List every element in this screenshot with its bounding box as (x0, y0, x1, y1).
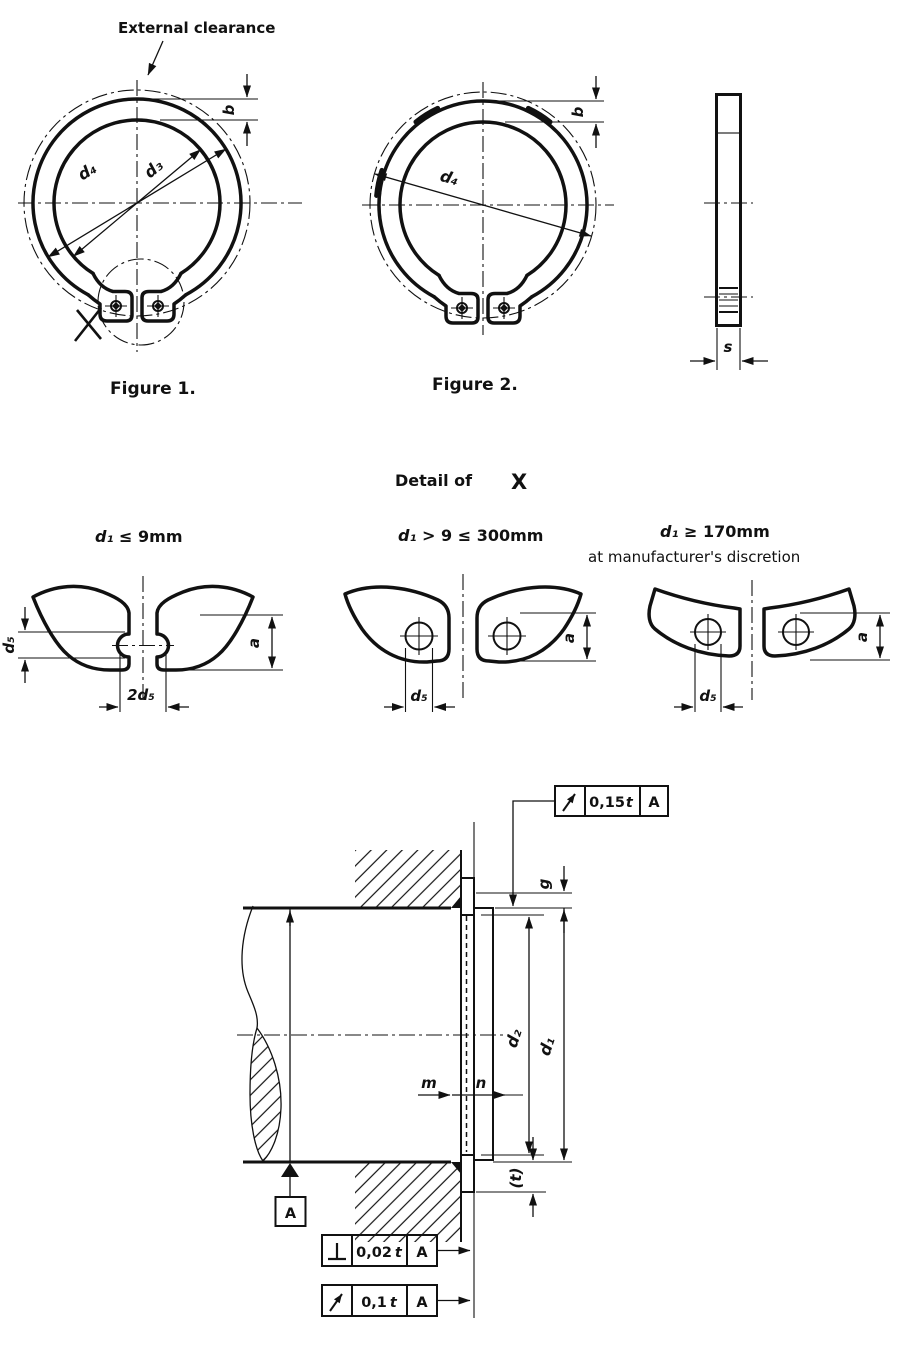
t-label: (t) (507, 1167, 525, 1189)
variant3-d5-label: d₅ (699, 687, 717, 705)
datum-triangle-icon (281, 1163, 299, 1177)
side-view-break-section (719, 288, 738, 312)
detail-x-marker (75, 308, 101, 341)
d1-label: d₁ (534, 1034, 559, 1059)
ring-section-top (461, 878, 474, 915)
fig2-left-lug (434, 275, 478, 323)
variant2-a-label: a (560, 632, 578, 644)
datum-label: A (284, 1206, 297, 1222)
tolerance-frame-3-value: 0,1 t (361, 1295, 397, 1311)
variant2-right-lug-hole (488, 617, 526, 655)
detail-title-ref: X (511, 470, 528, 494)
variant1-2d5-label: 2d₅ (127, 686, 155, 704)
variant3-note: at manufacturer's discretion (588, 548, 801, 566)
fig2-b-label: b (569, 106, 587, 118)
housing-section-bottom (355, 1162, 461, 1242)
circular-runout-icon (563, 794, 575, 811)
m-label: m (421, 1074, 437, 1092)
installation-drawing (237, 786, 668, 1318)
variant1-condition: d₁ ≤ 9mm (95, 527, 183, 546)
variant1-right-lug (157, 586, 253, 670)
fig2-d4-label: d₄ (438, 166, 462, 190)
detail-title: Detail of (395, 471, 473, 490)
variant3-right-lug-hole (778, 614, 814, 650)
side-view-ring-section (717, 95, 740, 133)
variant1-a-label: a (245, 637, 263, 649)
variant2-right-lug (477, 587, 581, 662)
fig1-d4-label: d₄ (74, 158, 100, 185)
n-label: n (475, 1074, 487, 1092)
detail-variant-3 (588, 522, 890, 712)
retained-part (474, 908, 493, 1160)
external-clearance-leader (148, 41, 163, 75)
housing-section-top (355, 850, 461, 908)
variant2-d5-label: d₅ (410, 687, 428, 705)
break-line (242, 906, 257, 1028)
fig1-right-lug (142, 273, 186, 321)
figure1-caption: Figure 1. (110, 379, 196, 399)
tolerance-frame-runout-bottom (322, 1285, 470, 1316)
d2-label: d₂ (501, 1026, 526, 1051)
variant2-condition: d₁ > 9 ≤ 300mm (398, 526, 544, 545)
tolerance-frame-3-datum: A (416, 1295, 428, 1311)
fig1-right-lug-hole (147, 295, 169, 317)
external-clearance-label: External clearance (118, 19, 276, 37)
fig1-b-label: b (220, 104, 238, 116)
variant2-left-lug (345, 587, 449, 662)
variant1-d5-label: d₅ (0, 636, 18, 654)
tolerance-frame-2-value: 0,02 t (356, 1245, 402, 1261)
detail-variant-1 (0, 527, 283, 712)
detail-section (0, 470, 890, 712)
g-label: g (535, 878, 553, 890)
ring-section-bottom (461, 1155, 474, 1192)
broken-out-section (250, 1028, 281, 1161)
tolerance-frame-2-datum: A (416, 1245, 428, 1261)
fig2-right-lug (488, 275, 532, 323)
tolerance-frame-1-value: 0,15t (589, 795, 633, 811)
side-view-outline (717, 95, 741, 326)
fig2-right-lug-hole (493, 297, 515, 319)
tolerance-frame-1-datum: A (648, 795, 660, 811)
variant3-a-label: a (853, 631, 871, 643)
s-label: s (723, 338, 733, 356)
detail-variant-2 (345, 526, 596, 712)
side-view-drawing (690, 95, 768, 371)
figure2-drawing (362, 76, 614, 395)
perpendicularity-icon (328, 1243, 346, 1259)
figure2-caption: Figure 2. (432, 375, 518, 395)
figure1-drawing (18, 19, 302, 399)
variant3-condition: d₁ ≥ 170mm (660, 522, 770, 541)
fig1-d3-label: d₃ (140, 155, 167, 182)
fig1-left-lug-hole (105, 295, 127, 317)
circular-runout-icon (330, 1294, 342, 1311)
fig2-left-lug-hole (451, 297, 473, 319)
variant3-right-lug (764, 589, 855, 656)
